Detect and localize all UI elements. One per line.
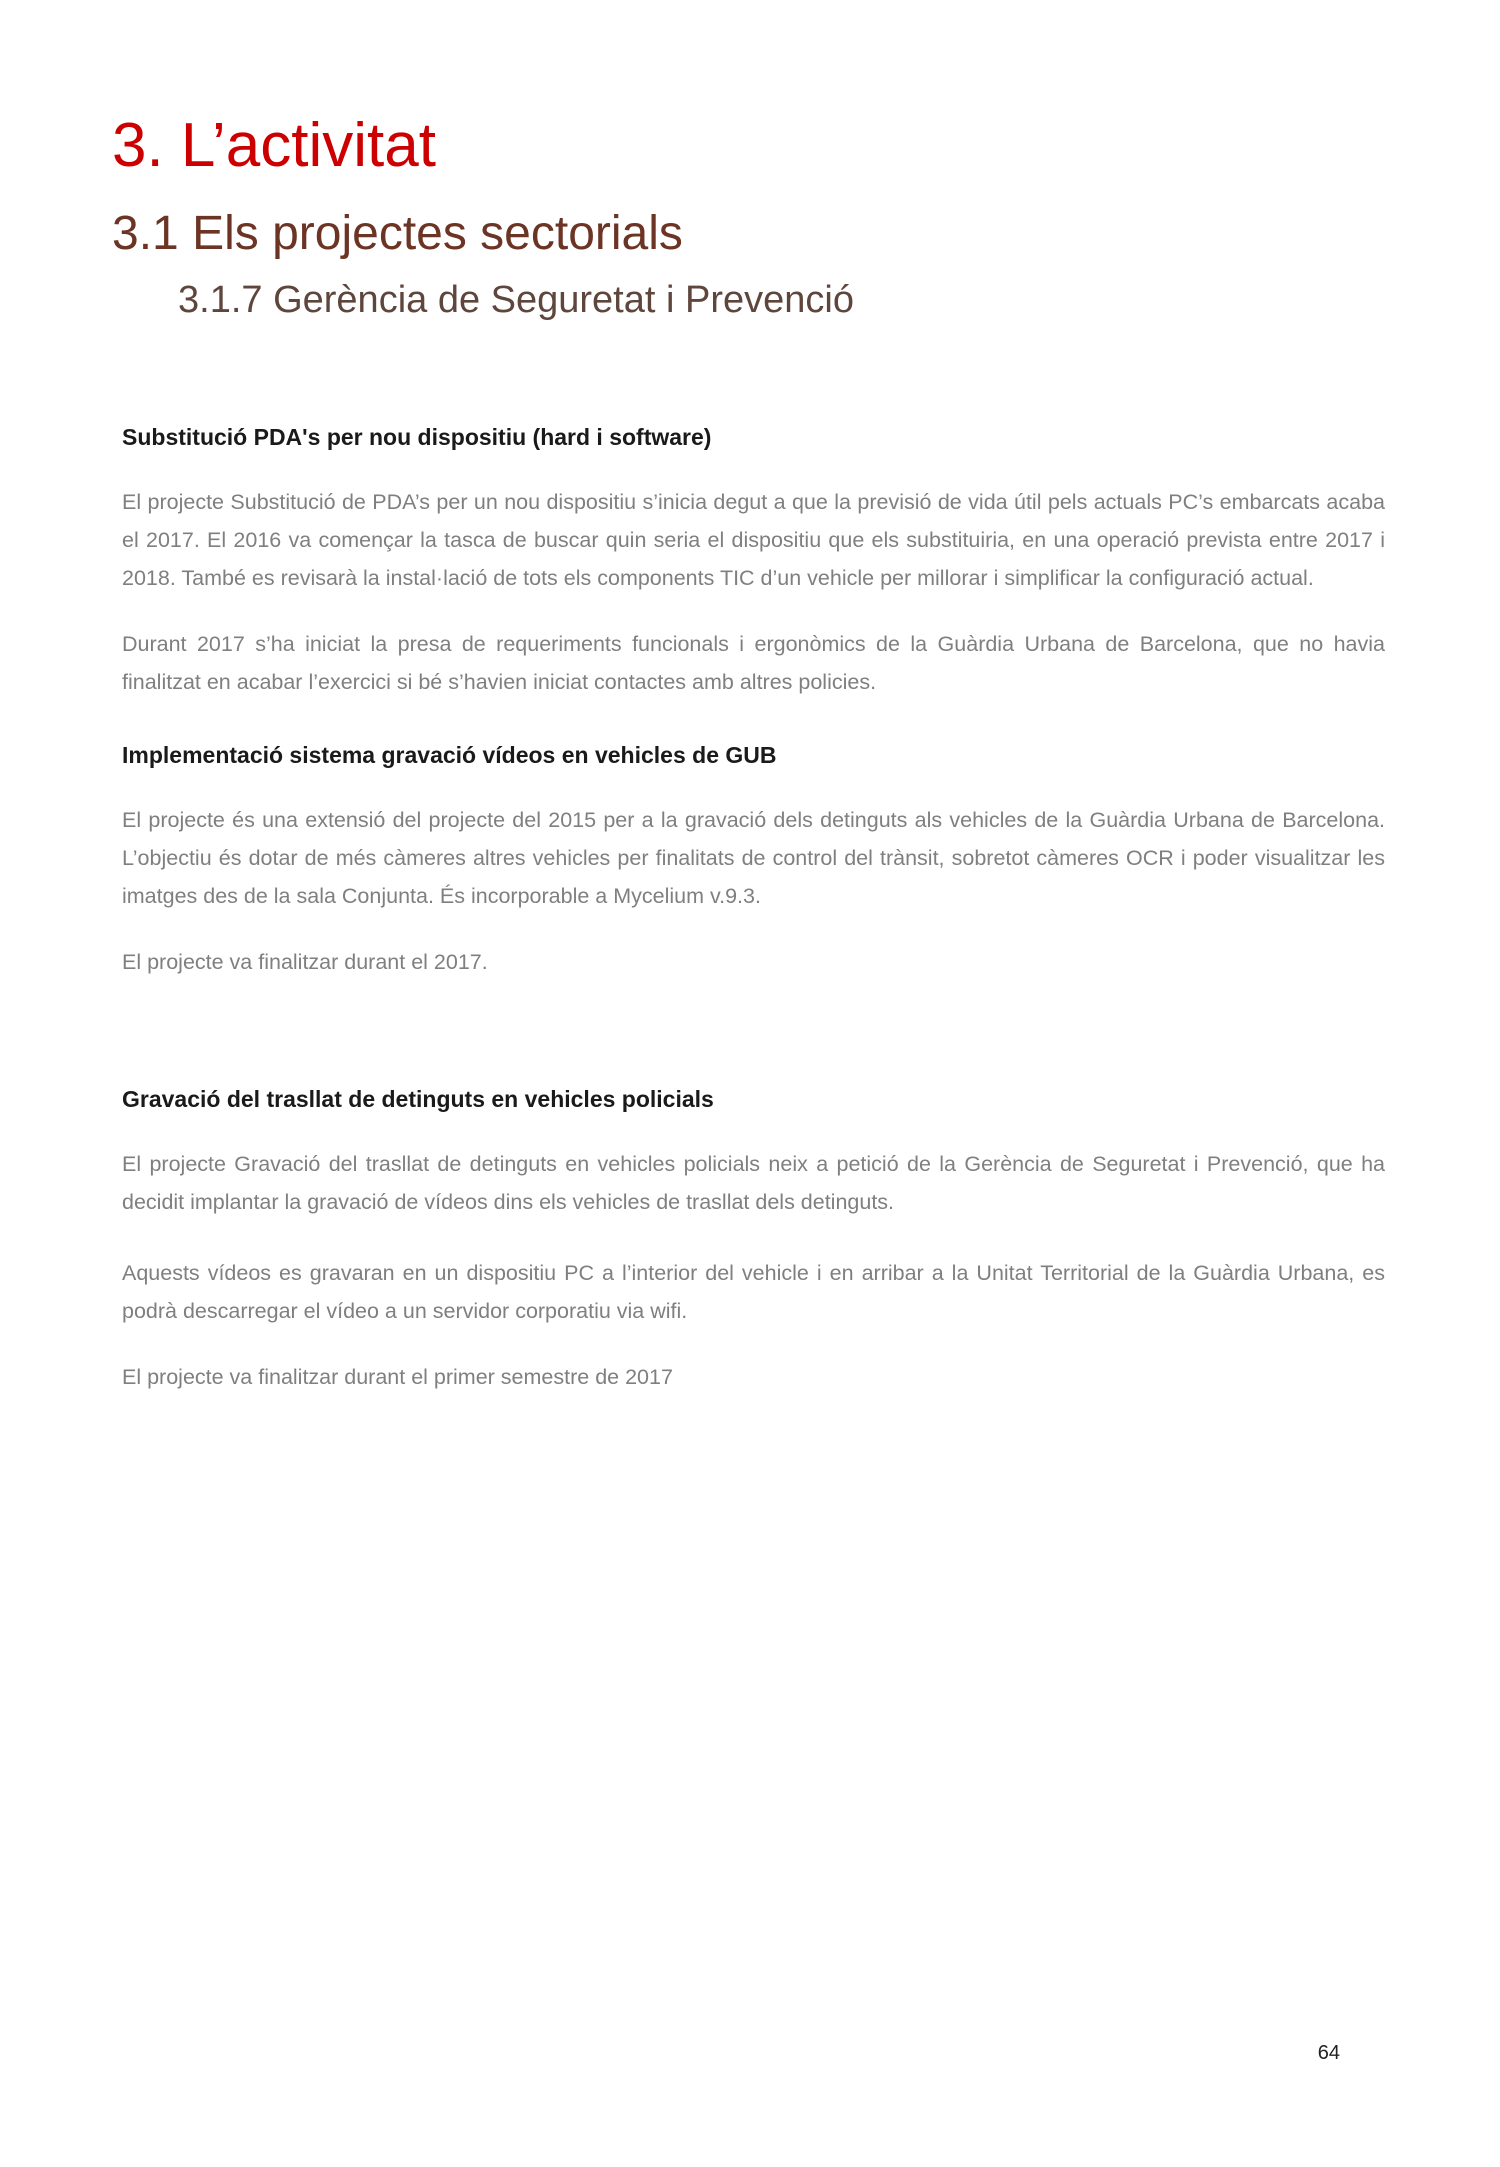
subsection-title: 3.1.7 Gerència de Seguretat i Prevenció	[178, 279, 854, 322]
paragraph: El projecte Substitució de PDA’s per un nou dispositiu s’inicia degut a que la previsió de vida útil pels actuals PC’s embarcats acaba el 2017. El 2016 va començar la tasca de buscar quin seria el dispositiu que els substituiria, en una operació prevista entre 2017 i 2018. També es revisarà la instal·lació de tots els components TIC d’un vehicle per millorar i simplificar la configuració actual.	[122, 489, 1385, 590]
project-section	[122, 423, 1385, 701]
project-section	[122, 741, 1385, 981]
project-heading: Gravació del trasllat de detinguts en vehicles policials	[122, 1085, 714, 1112]
project-heading: Substitució PDA's per nou dispositiu (hard i software)	[122, 424, 712, 451]
paragraph: El projecte va finalitzar durant el 2017.	[122, 949, 488, 974]
page-content	[112, 0, 1385, 1396]
paragraph: El projecte va finalitzar durant el primer semestre de 2017	[122, 1364, 673, 1389]
section-title: 3.1 Els projectes sectorials	[112, 207, 683, 261]
page-number: 64	[1317, 2042, 1340, 2064]
project-heading: Implementació sistema gravació vídeos en vehicles de GUB	[122, 741, 777, 768]
paragraph: El projecte Gravació del trasllat de detinguts en vehicles policials neix a petició de la Gerència de Seguretat i Prevenció, que ha decidit implantar la gravació de vídeos dins els vehicles de trasllat dels detinguts.	[122, 1151, 1385, 1214]
paragraph: Durant 2017 s’ha iniciat la presa de requeriments funcionals i ergonòmics de la Guàrdia Urbana de Barcelona, que no havia finalitzat en acabar l’exercici si bé s’havien iniciat contactes amb altres policies.	[122, 631, 1385, 694]
chapter-title: 3. L’activitat	[112, 111, 436, 180]
project-section	[122, 1085, 1385, 1396]
paragraph: Aquests vídeos es gravaran en un dispositiu PC a l’interior del vehicle i en arribar a la Unitat Territorial de la Guàrdia Urbana, es podrà descarregar el vídeo a un servidor corporatiu via wifi.	[122, 1260, 1385, 1323]
paragraph: El projecte és una extensió del projecte del 2015 per a la gravació dels detinguts als vehicles de la Guàrdia Urbana de Barcelona. L’objectiu és dotar de més càmeres altres vehicles per finalitats de control del trànsit, sobretot càmeres OCR i poder visualitzar les imatges des de la sala Conjunta. És incorporable a Mycelium v.9.3.	[122, 807, 1385, 908]
